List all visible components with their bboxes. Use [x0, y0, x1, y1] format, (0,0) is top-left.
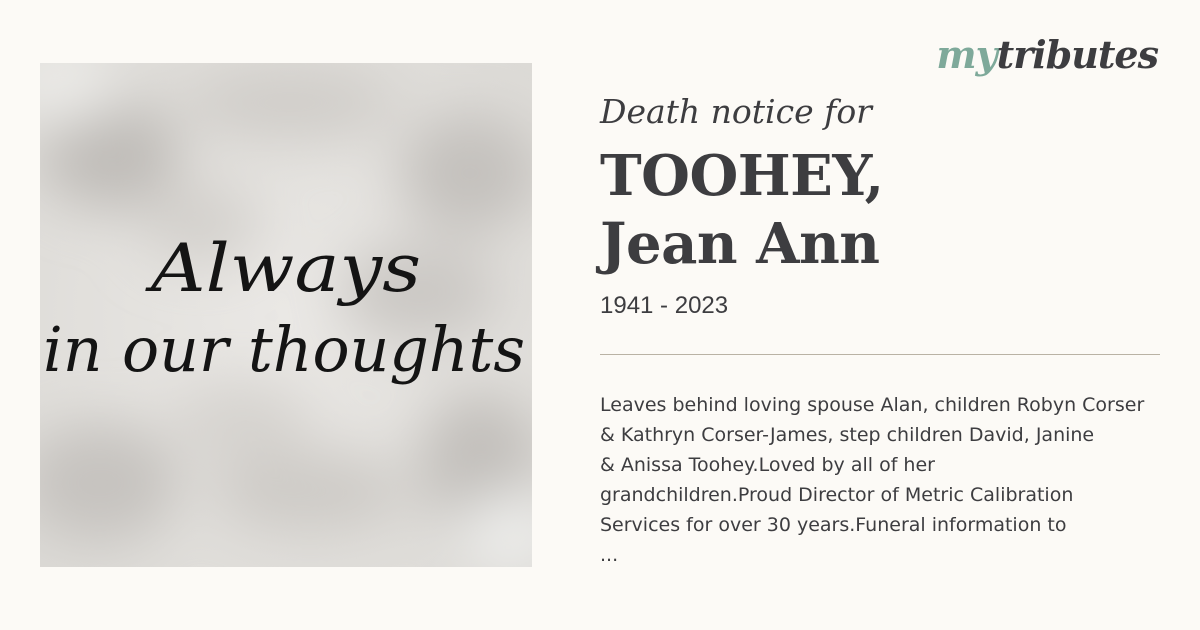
brand-prefix: my	[936, 32, 997, 77]
summary-line: & Kathryn Corser-James, step children David, Janine	[600, 424, 1095, 446]
surname: TOOHEY,	[600, 143, 884, 209]
summary-line: & Anissa Toohey.Loved by all of her	[600, 454, 935, 476]
divider	[600, 354, 1160, 355]
caption-line-1: Always	[144, 230, 422, 307]
caption-text	[40, 63, 532, 567]
notice-summary	[600, 390, 1172, 570]
given-names: Jean Ann	[600, 211, 880, 277]
deceased-name	[600, 142, 884, 278]
mytributes-logo[interactable]	[936, 32, 1158, 77]
caption-line-2: in our thoughts	[43, 313, 525, 386]
notice-label: Death notice for	[600, 92, 872, 131]
summary-line: grandchildren.Proud Director of Metric Calibration	[600, 484, 1074, 506]
summary-line: Services for over 30 years.Funeral information to	[600, 514, 1067, 536]
brand-suffix: tributes	[996, 32, 1158, 77]
summary-ellipsis: ...	[600, 544, 619, 566]
summary-line: Leaves behind loving spouse Alan, children Robyn Corser	[600, 394, 1145, 416]
notice-photo	[40, 63, 532, 567]
life-years: 1941 - 2023	[600, 292, 729, 319]
